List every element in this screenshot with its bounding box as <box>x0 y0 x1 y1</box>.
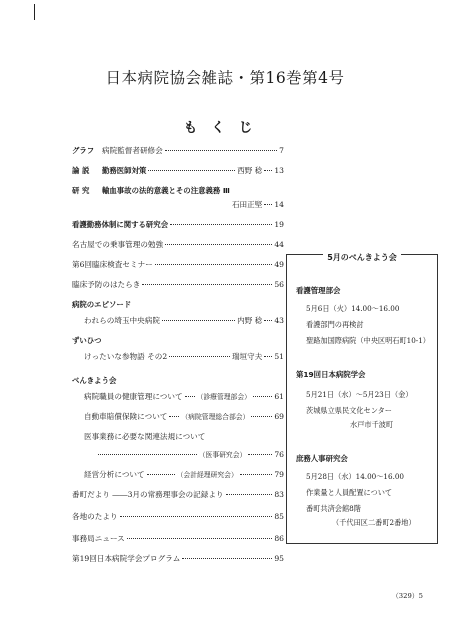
toc-page: 56 <box>274 280 284 289</box>
toc-category: 論 説 <box>72 166 90 175</box>
leader-dots <box>226 492 273 495</box>
toc-page: 14 <box>274 200 284 209</box>
meeting-place-sub: 水戸市千波町 <box>350 420 394 429</box>
toc-page: 13 <box>274 166 284 175</box>
toc-page: 44 <box>274 240 284 249</box>
toc-page: 61 <box>274 392 284 401</box>
leader-dots <box>155 262 273 265</box>
toc-entry-graph[interactable] <box>72 146 284 156</box>
leader-dots <box>165 242 272 245</box>
toc-page: 83 <box>274 490 284 499</box>
toc-entry-jimukyoku[interactable] <box>72 534 284 544</box>
toc-page: 85 <box>274 512 284 521</box>
meeting-topic: 作業量と人員配置について <box>306 488 393 497</box>
leader-dots <box>264 354 272 357</box>
toc-entry-item1[interactable] <box>72 220 284 230</box>
toc-entry-bancho[interactable] <box>72 490 284 500</box>
leader-dots <box>142 282 272 285</box>
toc-organization: （会計経理研究会） <box>176 471 238 479</box>
toc-title: 輸血事故の法的意義とその注意義務 Ⅲ <box>102 186 230 195</box>
meeting-place: 茨城県立県民文化センター <box>306 406 392 415</box>
toc-title: 勤務医師対策 <box>102 166 147 175</box>
meeting-heading-nursing: 看護管理部会 <box>296 286 341 295</box>
toc-page: 95 <box>274 554 284 563</box>
section-heading-benkyo: べんきよう会 <box>72 376 117 385</box>
contents-heading: もくじ <box>183 120 267 136</box>
toc-organization: （医事研究会） <box>198 451 247 459</box>
toc-page: 43 <box>274 316 284 325</box>
toc-organization: （病院管理総合部会） <box>181 413 250 421</box>
may-meetings-title-wrap <box>286 245 438 265</box>
toc-entry-gakkai[interactable] <box>72 554 284 564</box>
leader-dots <box>264 318 272 321</box>
toc-entry-episode[interactable] <box>84 316 284 326</box>
toc-author: 内野 稔 <box>237 316 263 325</box>
section-heading-zuihitsu: ずいひつ <box>72 336 102 345</box>
leader-dots <box>182 556 272 559</box>
toc-entry-kakuchi[interactable] <box>72 512 284 522</box>
leader-dots <box>170 222 272 225</box>
leader-dots <box>127 536 273 539</box>
toc-title: 事務局ニュース <box>72 534 125 543</box>
meeting-heading-congress: 第19回日本病院学会 <box>296 370 366 379</box>
meeting-place: 聖路加国際病院（中央区明石町10-1） <box>306 336 430 345</box>
meeting-heading-personnel: 庶務人事研究会 <box>296 454 348 463</box>
toc-entry-benkyo-3[interactable] <box>96 450 284 460</box>
toc-title: 病院監督者研修会 <box>102 146 163 155</box>
toc-organization: （診療管理部会） <box>196 393 251 401</box>
journal-title: 日本病院協会雑誌・第16巻第4号 <box>105 69 345 87</box>
toc-title-benkyo-3: 医事業務に必要な関連法規について <box>84 432 206 441</box>
toc-page: 7 <box>279 146 284 155</box>
toc-title: 番町だより ――3月の常務理事会の記録より <box>72 490 224 499</box>
toc-entry-item2[interactable] <box>72 240 284 250</box>
meeting-topic: 看護部門の再検討 <box>306 320 364 329</box>
toc-page: 19 <box>274 220 284 229</box>
may-meetings-title: 5月のべんきよう会 <box>323 251 401 265</box>
page-folio: （329）5 <box>392 592 423 600</box>
toc-page: 76 <box>274 450 284 459</box>
toc-title: 経営分析について <box>84 470 145 479</box>
toc-category: 研 究 <box>72 186 90 195</box>
meeting-date: 5月28日（水）14.00～16.00 <box>306 472 404 481</box>
toc-title: 病院職員の健康管理について <box>84 392 183 401</box>
meeting-date: 5月21日（水）～5月23日（金） <box>306 390 413 399</box>
section-heading-episode: 病院のエピソード <box>72 300 132 309</box>
leader-dots <box>248 452 272 455</box>
toc-title: けったいな参物語 その2 <box>84 352 168 361</box>
toc-entry-kenkyu[interactable] <box>72 186 284 196</box>
toc-entry-benkyo-1[interactable] <box>84 392 284 402</box>
leader-dots <box>120 514 273 517</box>
toc-page: 86 <box>274 534 284 543</box>
toc-title: 各地のたより <box>72 512 118 521</box>
toc-entry-item3[interactable] <box>72 260 284 270</box>
toc-page: 49 <box>274 260 284 269</box>
leader-dots <box>185 394 195 397</box>
toc-author: 石田正堅 <box>231 200 263 209</box>
leader-dots <box>147 472 175 475</box>
meeting-place-sub: （千代田区二番町2番地） <box>332 518 416 527</box>
toc-page: 69 <box>274 412 284 421</box>
leader-dots <box>162 318 235 321</box>
leader-dots <box>169 354 230 357</box>
toc-title: 名古屋での乗事管理の勉強 <box>72 240 164 249</box>
leader-dots <box>148 168 235 171</box>
toc-entry-kenkyu-author <box>72 200 284 210</box>
toc-title: 自動車賠償保険について <box>84 412 168 421</box>
toc-title: 第6回臨床検査セミナー <box>72 260 153 269</box>
toc-title: われらの埼玉中央病院 <box>84 316 160 325</box>
toc-title: 臨床予防のはたらき <box>72 280 141 289</box>
leader-dots <box>251 414 272 417</box>
toc-title: 看護勤務体制に関する研究会 <box>72 220 169 229</box>
toc-entry-item4[interactable] <box>72 280 284 290</box>
leader-dots <box>240 472 273 475</box>
leader-dots <box>253 394 272 397</box>
toc-page: 51 <box>274 352 284 361</box>
leader-dots <box>165 148 277 151</box>
toc-entry-benkyo-2[interactable] <box>84 412 284 422</box>
margin-mark <box>34 4 35 20</box>
meeting-date: 5月6日（火）14.00～16.00 <box>306 304 400 313</box>
toc-author: 西野 稔 <box>237 166 263 175</box>
leader-dots <box>169 414 179 417</box>
leader-dots <box>264 202 272 205</box>
toc-category: グラフ <box>72 146 95 155</box>
toc-entry-zuihitsu[interactable] <box>84 352 284 362</box>
toc-page: 79 <box>274 470 284 479</box>
toc-entry-benkyo-4[interactable] <box>84 470 284 480</box>
toc-author: 瑞垣守夫 <box>231 352 263 361</box>
meeting-place: 番町共済会館8階 <box>306 504 361 513</box>
toc-title: 第19回日本病院学会プログラム <box>72 554 181 563</box>
toc-entry-ronsetsu[interactable] <box>72 166 284 176</box>
leader-dots <box>264 168 272 171</box>
leader-dots <box>98 452 197 455</box>
